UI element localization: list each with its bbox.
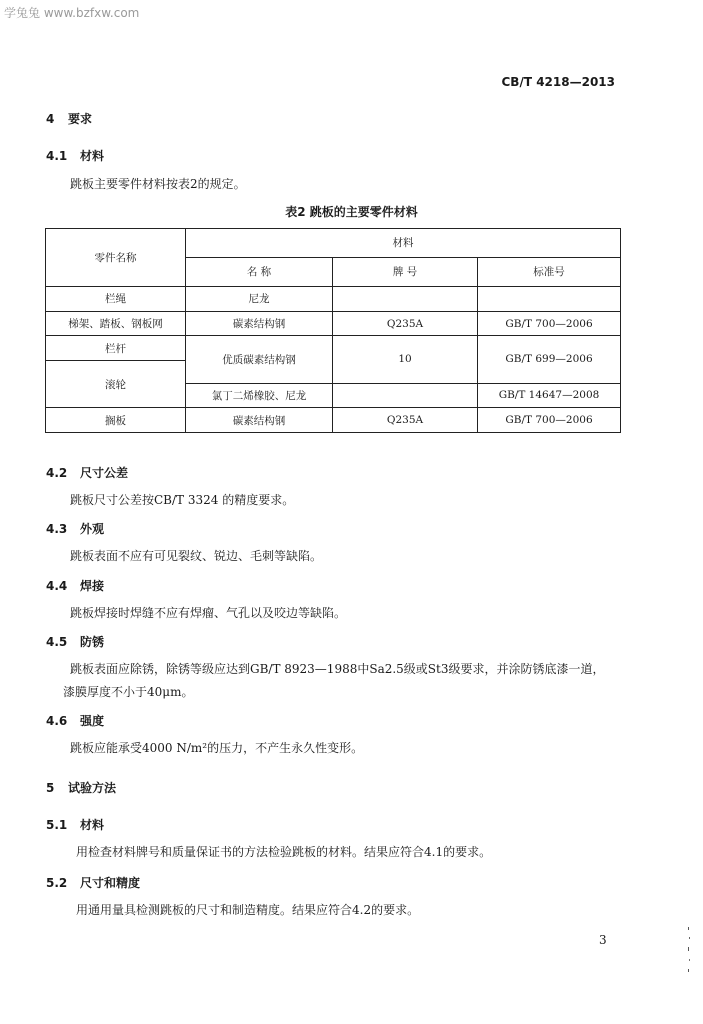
- clause-5-2-text: 用通用量具检测跳板的尺寸和制造精度。结果应符合4.2的要求。: [76, 903, 420, 917]
- clause-number: 5.1: [46, 818, 68, 832]
- clause-5-1-heading: [46, 816, 104, 833]
- cell-standard: GB/T 699—2006: [478, 336, 621, 383]
- page-number: 3: [599, 933, 607, 947]
- clause-5-1-text: 用检查材料牌号和质量保证书的方法检验跳板的材料。结果应符合4.1的要求。: [76, 845, 492, 859]
- clause-number: 4.6: [46, 714, 68, 728]
- cell-grade: Q235A: [333, 408, 478, 433]
- cell-part: 滚轮: [46, 361, 186, 408]
- cell-part: 梯架、踏板、钢板网: [46, 311, 186, 336]
- scan-speckle: [686, 925, 692, 975]
- cell-part: 栏杆: [46, 336, 186, 361]
- clause-4-4-text: 跳板焊接时焊缝不应有焊瘤、气孔以及咬边等缺陷。: [70, 606, 347, 620]
- clause-title: 防锈: [80, 635, 105, 649]
- clause-4-6-text: 跳板应能承受4000 N/m²的压力，不产生永久性变形。: [70, 741, 364, 755]
- table-row: [46, 311, 621, 336]
- cell-grade: [333, 383, 478, 408]
- cell-standard: [478, 286, 621, 311]
- standard-number: CB/T 4218—2013: [501, 75, 615, 89]
- clause-4-1-heading: [46, 147, 104, 164]
- table-caption: 表2 跳板的主要零件材料: [285, 205, 418, 219]
- clause-number: 4.3: [46, 522, 68, 536]
- clause-title: 尺寸和精度: [80, 876, 141, 890]
- clause-4-4-heading: [46, 577, 104, 594]
- section-number: 4: [46, 112, 55, 126]
- table-row: [46, 286, 621, 311]
- cell-name: 碳素结构钢: [186, 408, 333, 433]
- clause-4-2-heading: [46, 464, 128, 481]
- materials-table: [45, 228, 621, 433]
- clause-4-5-text-line2: 漆膜厚度不小于40μm。: [63, 685, 194, 699]
- clause-4-6-heading: [46, 712, 104, 729]
- cell-standard: GB/T 700—2006: [478, 408, 621, 433]
- clause-title: 材料: [80, 818, 105, 832]
- clause-number: 5.2: [46, 876, 68, 890]
- clause-title: 外观: [80, 522, 105, 536]
- cell-name: 尼龙: [186, 286, 333, 311]
- clause-4-1-text: 跳板主要零件材料按表2的规定。: [70, 177, 246, 191]
- clause-title: 材料: [80, 149, 105, 163]
- header-part-name: 零件名称: [46, 229, 186, 287]
- clause-4-2-text: 跳板尺寸公差按CB/T 3324 的精度要求。: [70, 493, 295, 507]
- section-5-heading: [46, 779, 116, 796]
- section-title: 要求: [68, 112, 93, 126]
- clause-number: 4.2: [46, 466, 68, 480]
- clause-number: 4.1: [46, 149, 68, 163]
- table-row: [46, 336, 621, 361]
- clause-4-5-text-line1: 跳板表面应除锈，除锈等级应达到GB/T 8923—1988中Sa2.5级或St3级要求，并涂防锈底漆一道，: [70, 662, 605, 676]
- cell-name: 优质碳素结构钢: [186, 336, 333, 383]
- clause-title: 尺寸公差: [80, 466, 129, 480]
- cell-part: 栏绳: [46, 286, 186, 311]
- clause-5-2-heading: [46, 874, 140, 891]
- watermark: 学兔兔 www.bzfxw.com: [4, 6, 140, 20]
- cell-grade: Q235A: [333, 311, 478, 336]
- clause-title: 强度: [80, 714, 105, 728]
- cell-standard: GB/T 700—2006: [478, 311, 621, 336]
- section-4-heading: [46, 110, 92, 127]
- section-number: 5: [46, 781, 55, 795]
- cell-standard: GB/T 14647—2008: [478, 383, 621, 408]
- table-row: [46, 408, 621, 433]
- clause-title: 焊接: [80, 579, 105, 593]
- cell-grade: [333, 286, 478, 311]
- clause-number: 4.5: [46, 635, 68, 649]
- header-standard: 标准号: [478, 257, 621, 286]
- cell-grade: 10: [333, 336, 478, 383]
- cell-name: 氯丁二烯橡胶、尼龙: [186, 383, 333, 408]
- cell-name: 碳素结构钢: [186, 311, 333, 336]
- clause-4-3-text: 跳板表面不应有可见裂纹、锐边、毛刺等缺陷。: [70, 549, 323, 563]
- header-grade: 牌 号: [333, 257, 478, 286]
- clause-4-5-heading: [46, 633, 104, 650]
- header-name: 名 称: [186, 257, 333, 286]
- clause-4-3-heading: [46, 520, 104, 537]
- section-title: 试验方法: [68, 781, 117, 795]
- clause-number: 4.4: [46, 579, 68, 593]
- cell-part: 搁板: [46, 408, 186, 433]
- header-material: 材料: [186, 229, 621, 258]
